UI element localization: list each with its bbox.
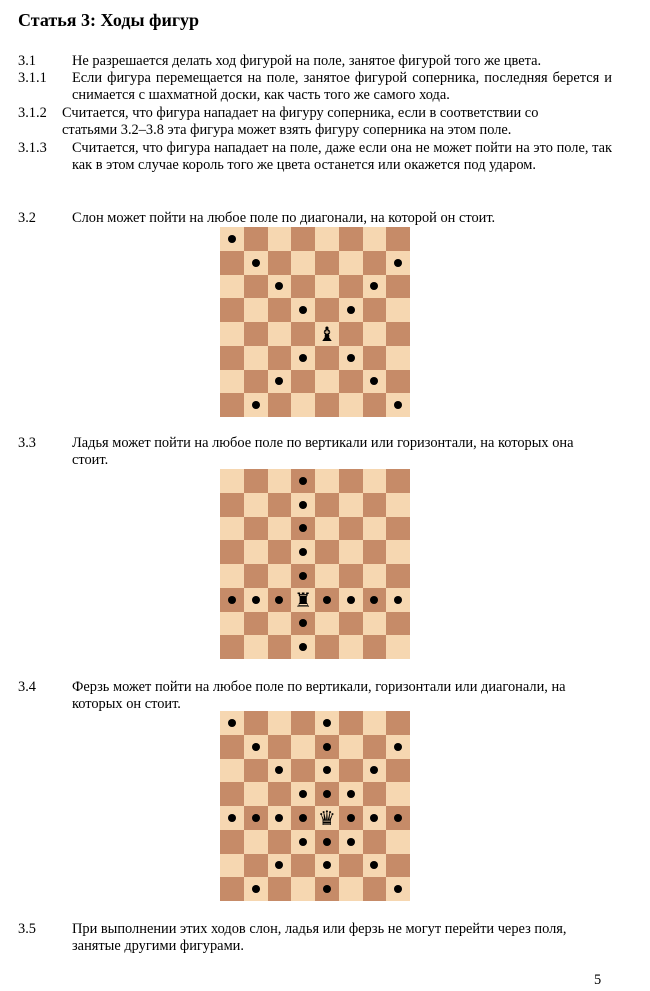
- board-square: [386, 612, 410, 636]
- board-square: [220, 564, 244, 588]
- board-square: [386, 635, 410, 659]
- board-square: [268, 564, 292, 588]
- board-square: [315, 275, 339, 299]
- board-square: [220, 830, 244, 854]
- move-dot: [228, 235, 236, 243]
- board-square: [363, 711, 387, 735]
- board-square: [268, 782, 292, 806]
- item-text: Ладья может пойти на любое поле по вертикали или горизонтали, на которых она стоит.: [72, 435, 574, 468]
- move-dot: [370, 861, 378, 869]
- move-dot: [275, 814, 283, 822]
- board-square: [339, 759, 363, 783]
- move-dot: [370, 766, 378, 774]
- board-square: [268, 322, 292, 346]
- item-number: 3.1.3: [18, 140, 47, 156]
- board-square: [339, 711, 363, 735]
- board-square: [244, 275, 268, 299]
- board-square: [363, 540, 387, 564]
- move-dot: [228, 719, 236, 727]
- move-dot: [299, 790, 307, 798]
- board-square: [268, 298, 292, 322]
- page-number: 5: [594, 972, 602, 988]
- board-square: [244, 711, 268, 735]
- move-dot: [228, 814, 236, 822]
- board-square: [244, 854, 268, 878]
- board-square: [268, 227, 292, 251]
- board-square: [268, 877, 292, 901]
- board-square: [363, 735, 387, 759]
- board-square: [386, 469, 410, 493]
- board-square: [386, 540, 410, 564]
- board-square: [363, 517, 387, 541]
- board-square: [268, 540, 292, 564]
- board-square: [220, 322, 244, 346]
- board-square: [315, 227, 339, 251]
- move-dot: [323, 743, 331, 751]
- board-square: [244, 517, 268, 541]
- board-square: [339, 275, 363, 299]
- board-square: [339, 517, 363, 541]
- board-square: [291, 322, 315, 346]
- board-square: [339, 735, 363, 759]
- board-square: [268, 612, 292, 636]
- board-square: [268, 469, 292, 493]
- board-square: [386, 346, 410, 370]
- board-square: [386, 322, 410, 346]
- item-number: 3.2: [18, 210, 36, 226]
- move-dot: [394, 259, 402, 267]
- board-square: [339, 564, 363, 588]
- board-square: [268, 711, 292, 735]
- board-square: [363, 564, 387, 588]
- board-square: [268, 251, 292, 275]
- board-square: [315, 564, 339, 588]
- move-dot: [323, 766, 331, 774]
- move-dot: [299, 572, 307, 580]
- board-square: [244, 759, 268, 783]
- board-square: [386, 275, 410, 299]
- board-square: [220, 612, 244, 636]
- board-square: [386, 370, 410, 394]
- board-square: [220, 854, 244, 878]
- board-square: [291, 877, 315, 901]
- move-dot: [275, 766, 283, 774]
- board-square: [244, 322, 268, 346]
- board-square: [315, 370, 339, 394]
- board-square: [220, 251, 244, 275]
- item-number: 3.1.2: [18, 105, 47, 121]
- board-square: [339, 540, 363, 564]
- board-square: [363, 493, 387, 517]
- board-square: [386, 759, 410, 783]
- board-square: [386, 493, 410, 517]
- board-square: [220, 782, 244, 806]
- move-dot: [394, 814, 402, 822]
- move-dot: [394, 401, 402, 409]
- board-square: [244, 782, 268, 806]
- item-number: 3.5: [18, 921, 36, 937]
- move-dot: [323, 861, 331, 869]
- board-square: [363, 227, 387, 251]
- move-dot: [323, 885, 331, 893]
- board-square: [363, 393, 387, 417]
- move-dot: [299, 477, 307, 485]
- board-square: [268, 493, 292, 517]
- move-dot: [252, 743, 260, 751]
- item-text: Считается, что фигура нападает на фигуру соперника, если в соответствии со статьями 3.2–3.8 эта фигура может взять фигуру соперника на этом поле.: [62, 105, 539, 138]
- board-square: [220, 877, 244, 901]
- item-text: При выполнении этих ходов слон, ладья или ферзь не могут перейти через поля, занятые другими фигурами.: [72, 921, 567, 954]
- board-square: [363, 635, 387, 659]
- move-dot: [252, 401, 260, 409]
- move-dot: [299, 814, 307, 822]
- board-square: [339, 227, 363, 251]
- board-square: [244, 469, 268, 493]
- move-dot: [299, 354, 307, 362]
- move-dot: [370, 282, 378, 290]
- move-dot: [299, 619, 307, 627]
- move-dot: [299, 524, 307, 532]
- chess-diagram-queen: [220, 711, 410, 901]
- move-dot: [228, 596, 236, 604]
- board-square: [363, 469, 387, 493]
- rook-icon: ♜: [294, 587, 313, 612]
- move-dot: [275, 377, 283, 385]
- board-square: [339, 612, 363, 636]
- move-dot: [299, 643, 307, 651]
- board-square: [339, 370, 363, 394]
- board-square: [220, 370, 244, 394]
- board-square: [291, 393, 315, 417]
- move-dot: [323, 596, 331, 604]
- board-square: [268, 517, 292, 541]
- article-title: Статья 3: Ходы фигур: [18, 10, 200, 30]
- board-square: [291, 735, 315, 759]
- board-square: [268, 635, 292, 659]
- board-square: [386, 227, 410, 251]
- board-square: [315, 469, 339, 493]
- move-dot: [275, 596, 283, 604]
- move-dot: [370, 814, 378, 822]
- move-dot: [323, 719, 331, 727]
- board-square: [339, 393, 363, 417]
- move-dot: [347, 306, 355, 314]
- item-number: 3.4: [18, 679, 36, 695]
- board-square: [220, 517, 244, 541]
- move-dot: [394, 885, 402, 893]
- board-square: [386, 782, 410, 806]
- bishop-icon: ♝: [317, 321, 336, 346]
- board-square: [363, 298, 387, 322]
- board-square: [339, 251, 363, 275]
- move-dot: [370, 377, 378, 385]
- move-dot: [347, 354, 355, 362]
- item-number: 3.1.1: [18, 70, 47, 86]
- board-square: [244, 564, 268, 588]
- move-dot: [323, 838, 331, 846]
- item-text: Считается, что фигура нападает на поле, даже если она не может пойти на это поле, так как в этом случае король того же цвета останется или окажется под ударом.: [72, 140, 612, 173]
- board-square: [244, 346, 268, 370]
- board-square: [220, 540, 244, 564]
- board-square: [315, 393, 339, 417]
- move-dot: [275, 861, 283, 869]
- move-dot: [323, 790, 331, 798]
- move-dot: [252, 814, 260, 822]
- queen-icon: ♛: [317, 805, 336, 830]
- item-text: Не разрешается делать ход фигурой на поле, занятое фигурой того же цвета.: [72, 53, 542, 69]
- board-square: [339, 635, 363, 659]
- board-square: [315, 346, 339, 370]
- board-square: [363, 346, 387, 370]
- board-square: [291, 370, 315, 394]
- board-square: [339, 493, 363, 517]
- board-square: [386, 298, 410, 322]
- board-square: [315, 298, 339, 322]
- board-square: [291, 227, 315, 251]
- board-square: [220, 298, 244, 322]
- item-text: Слон может пойти на любое поле по диагонали, на которой он стоит.: [72, 210, 496, 226]
- board-square: [339, 322, 363, 346]
- move-dot: [252, 885, 260, 893]
- board-square: [386, 830, 410, 854]
- board-square: [244, 540, 268, 564]
- board-square: [268, 735, 292, 759]
- board-square: [268, 393, 292, 417]
- move-dot: [299, 306, 307, 314]
- board-square: [220, 635, 244, 659]
- move-dot: [252, 596, 260, 604]
- board-square: [386, 564, 410, 588]
- board-square: [220, 493, 244, 517]
- board-square: [339, 854, 363, 878]
- board-square: [244, 493, 268, 517]
- board-square: [220, 275, 244, 299]
- board-square: [315, 540, 339, 564]
- board-square: [220, 346, 244, 370]
- board-square: [244, 370, 268, 394]
- board-square: [339, 877, 363, 901]
- board-square: [220, 469, 244, 493]
- board-square: [363, 251, 387, 275]
- move-dot: [394, 743, 402, 751]
- board-square: [363, 612, 387, 636]
- board-square: [244, 830, 268, 854]
- board-square: [268, 830, 292, 854]
- item-number: 3.1: [18, 53, 36, 69]
- move-dot: [347, 814, 355, 822]
- board-square: [315, 635, 339, 659]
- move-dot: [394, 596, 402, 604]
- board-square: [220, 393, 244, 417]
- board-square: [220, 735, 244, 759]
- board-square: [363, 830, 387, 854]
- move-dot: [370, 596, 378, 604]
- chess-diagram-bishop: [220, 227, 410, 417]
- board-square: [291, 759, 315, 783]
- board-square: [220, 759, 244, 783]
- board-square: [244, 298, 268, 322]
- board-square: [315, 517, 339, 541]
- board-square: [291, 251, 315, 275]
- board-square: [291, 275, 315, 299]
- item-text: Если фигура перемещается на поле, занятое фигурой соперника, последняя берется и снимается с шахматной доски, как часть того же самого хода.: [72, 70, 612, 103]
- board-square: [315, 612, 339, 636]
- board-square: [363, 322, 387, 346]
- move-dot: [299, 838, 307, 846]
- board-square: [315, 251, 339, 275]
- move-dot: [347, 790, 355, 798]
- item-number: 3.3: [18, 435, 36, 451]
- move-dot: [299, 548, 307, 556]
- board-square: [386, 854, 410, 878]
- board-square: [386, 517, 410, 541]
- board-square: [315, 493, 339, 517]
- board-square: [268, 346, 292, 370]
- move-dot: [347, 838, 355, 846]
- board-square: [244, 635, 268, 659]
- board-square: [339, 469, 363, 493]
- item-text: Ферзь может пойти на любое поле по вертикали, горизонтали или диагонали, на которых он стоит.: [72, 679, 566, 712]
- board-square: [363, 877, 387, 901]
- board-square: [363, 782, 387, 806]
- move-dot: [275, 282, 283, 290]
- chess-diagram-rook: [220, 469, 410, 659]
- board-square: [386, 711, 410, 735]
- board-square: [244, 227, 268, 251]
- board-square: [244, 612, 268, 636]
- move-dot: [299, 501, 307, 509]
- move-dot: [252, 259, 260, 267]
- board-square: [291, 854, 315, 878]
- move-dot: [347, 596, 355, 604]
- board-square: [291, 711, 315, 735]
